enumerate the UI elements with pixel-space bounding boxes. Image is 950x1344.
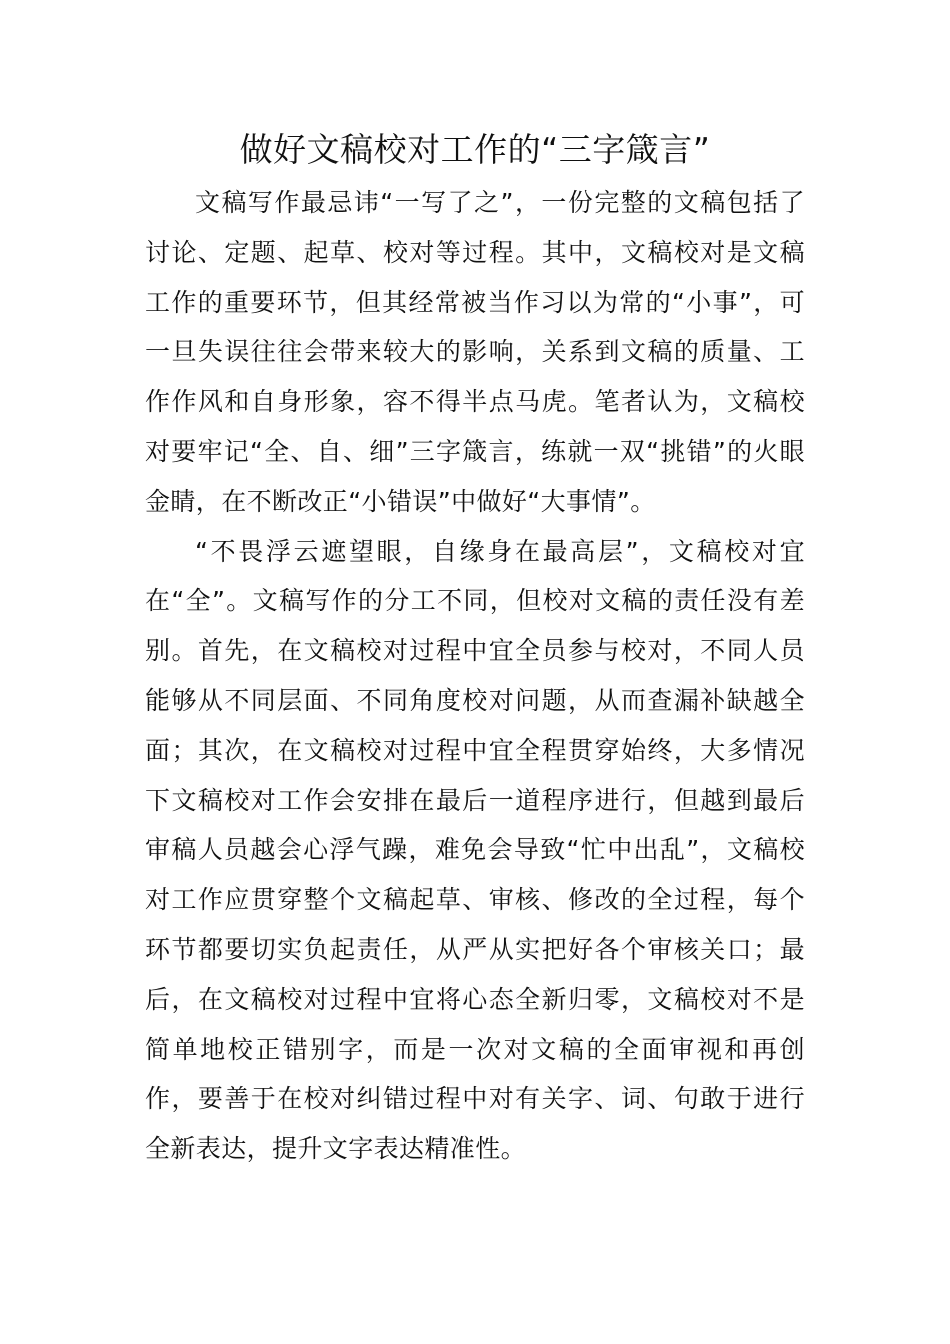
paragraph-1: 文稿写作最忌讳“一写了之”，一份完整的文稿包括了讨论、定题、起草、校对等过程。其中，文稿校对是文稿工作的重要环节，但其经常被当作习以为常的“小事”，可一旦失误往往会带来较大的影响，关系到文稿的质量、工作作风和自身形象，容不得半点马虎。笔者认为，文稿校对要牢记“全、自、细”三字箴言，练就一双“挑错”的火眼金睛，在不断改正“小错误”中做好“大事情”。 bbox=[145, 188, 805, 516]
paragraph-2: “不畏浮云遮望眼，自缘身在最高层”，文稿校对宜在“全”。文稿写作的分工不同，但校对文稿的责任没有差别。首先，在文稿校对过程中宜全员参与校对，不同人员能够从不同层面、不同角度校对问题，从而查漏补缺越全面；其次，在文稿校对过程中宜全程贯穿始终，大多情况下文稿校对工作会安排在最后一道程序进行，但越到最后审稿人员越会心浮气躁，难免会导致“忙中出乱”，文稿校对工作应贯穿整个文稿起草、审核、修改的全过程，每个环节都要切实负起责任，从严从实把好各个审核关口；最后，在文稿校对过程中宜将心态全新归零，文稿校对不是简单地校正错别字，而是一次对文稿的全面审视和再创作，要善于在校对纠错过程中对有关字、词、句敢于进行全新表达，提升文字表达精准性。 bbox=[145, 536, 805, 1164]
document-body bbox=[145, 178, 805, 1174]
document-title: 做好文稿校对工作的“三字箴言” bbox=[239, 130, 711, 169]
